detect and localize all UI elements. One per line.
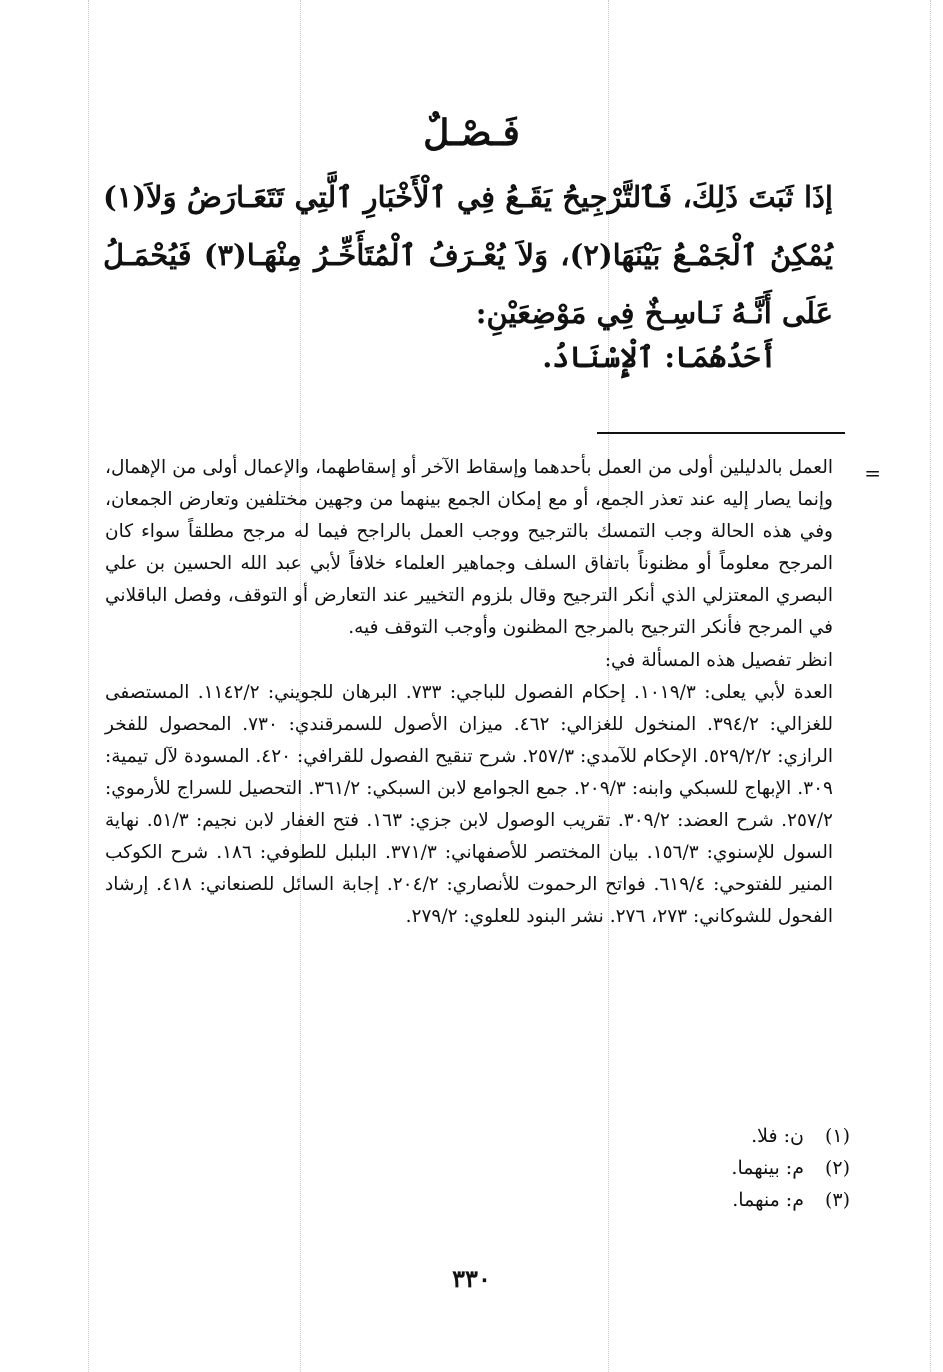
scan-guide-line <box>88 0 89 1372</box>
numbered-footnotes <box>450 1120 850 1216</box>
footnote-references: العدة لأبي يعلى: ١٠١٩/٣. إحكام الفصول للباجي: ٧٣٣. البرهان للجويني: ١١٤٢/٢. المستصفى للغزالي: ٣٩٤/٢. المنخول للغزالي: ٤٦٢. ميزان الأصول للسمرقندي: ٧٣٠. المحصول للفخر الرازي: ٥٢٩/٢/٢. الإحكام للآمدي: ٢٥٧/٣. شرح تنقيح الفصول للقرافي: ٤٢٠. المسودة لآل تيمية: ٣٠٩. الإبهاج للسبكي وابنه: ٢٠٩/٣. جمع الجوامع لابن السبكي: ٣٦١/٢. التحصيل للسراج للأرموي: ٢٥٧/٢. شرح العضد: ٣٠٩/٢. تقريب الوصول لابن جزي: ١٦٣. فتح الغفار لابن نجيم: ٥١/٣. نهاية السول للإسنوي: ١٥٦/٣. بيان المختصر للأصفهاني: ٣٧١/٣. البلبل للطوفي: ١٨٦. شرح الكوكب المنير للفتوحي: ٦١٩/٤. فواتح الرحموت للأنصاري: ٢٠٤/٢. إجابة السائل للصنعاني: ٤١٨. إرشاد الفحول للشوكاني: ٢٧٣، ٢٧٦. نشر البنود للعلوي: ٢٧٩/٢. <box>105 681 834 928</box>
footnote-item <box>450 1184 850 1216</box>
footnote-text: ن: فلا. <box>751 1125 804 1147</box>
section-title: فَـصْـلٌ <box>423 112 520 154</box>
footnote-separator <box>597 432 845 434</box>
footnote-continuation <box>105 452 833 933</box>
footnote-number: (٢) <box>824 1157 850 1179</box>
footnote-text: م: بينهما. <box>731 1157 804 1179</box>
footnote-number: (١) <box>824 1125 850 1147</box>
footnote-number: (٣) <box>824 1189 850 1211</box>
scan-guide-line <box>930 0 931 1372</box>
page-number: ٣٣٠ <box>452 1264 491 1293</box>
footnote-intro: انظر تفصيل هذه المسألة في: <box>604 649 833 671</box>
main-text <box>103 168 833 342</box>
main-heading: أَحَدُهُمَا: ٱلْإِسْنَادُ. <box>542 340 777 374</box>
footnote-text: م: منهما. <box>732 1189 804 1211</box>
continuation-mark: = <box>864 461 881 485</box>
main-paragraph: إذَا ثَبَتَ ذَلِكَ، فَٱلتَّرْجِيحُ يَقَـعُ فِي ٱلْأَخْبَارِ ٱلَّتِي تَتَعَـارَضُ وَلاَ(١) يُمْكِنُ ٱلْجَمْـعُ بَيْنَهَا(٢)، وَلاَ يُعْـرَفُ ٱلْمُتَأَخِّـرُ مِنْهَـا(٣) فَيُحْمَـلُ عَلَى أَنَّـهُ نَـاسِـخٌ فِي مَوْضِعَيْنِ: <box>103 180 833 330</box>
footnote-item <box>450 1120 850 1152</box>
footnote-item <box>450 1152 850 1184</box>
footnote-paragraph: العمل بالدليلين أولى من العمل بأحدهما وإسقاط الآخر أو إسقاطهما، والإعمال أولى من الإهمال، وإنما يصار إليه عند تعذر الجمع، أو مع إمكان الجمع بينهما من وجهين مختلفين وتعارض الجمعان، وفي هذه الحالة وجب التمسك بالترجيح ووجب العمل بالراجح فيما له مرجح مطلقاً سواء كان المرجح معلوماً أو مظنوناً باتفاق السلف وجماهير العلماء خلافاً لأبي عبد الله الحسين بن علي البصري المعتزلي الذي أنكر الترجيح وقال بلزوم التخيير عند التعارض أو التوقف، وفصل الباقلاني في المرجح فأنكر الترجيح بالمرجح المظنون وأوجب التوقف فيه. <box>105 457 833 639</box>
